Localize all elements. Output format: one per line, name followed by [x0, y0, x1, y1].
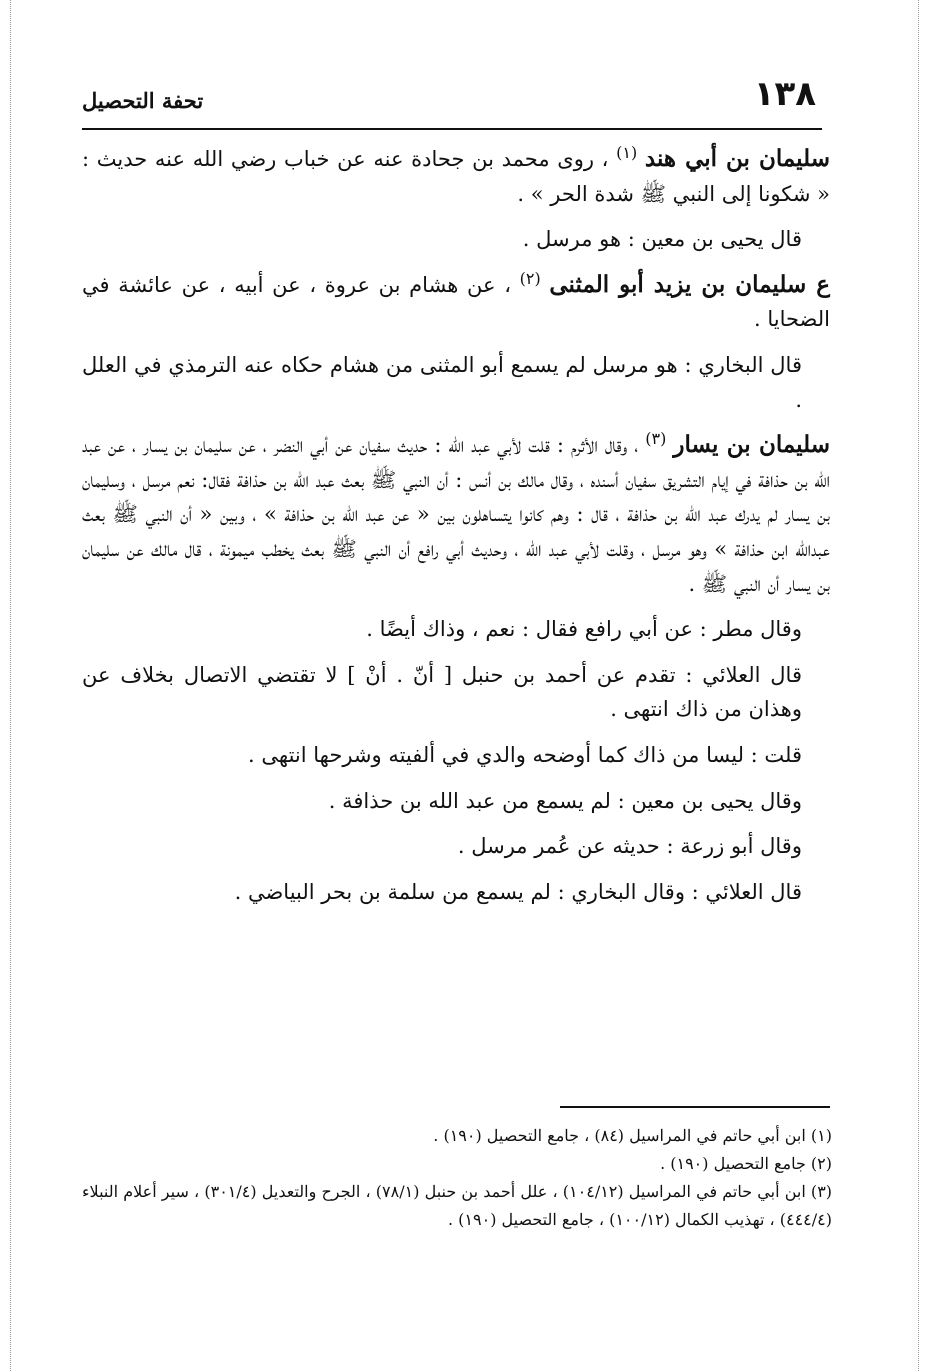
footnote-ref: (١): [616, 143, 638, 162]
footnote-ref: (٣): [645, 429, 667, 449]
entry-paragraph: [82, 142, 830, 211]
narrator-prefix: ع: [806, 270, 830, 298]
entry-paragraph: قال العلائي : تقدم عن أحمد بن حنبل [ أنّ . أنْ ] لا تقتضي الاتصال بخلاف عن وهذان من ذاك انتهى .: [82, 662, 802, 722]
entry-text: ، وقال الأثرم : قلت لأبي عبد الله : حديث سفيان عن أبي النضر ، عن سليمان بن يسار ، عن عبد الله بن حذافة في إيام التشريق سفيان أسنده ، وقال مالك بن أنس : أن النبي ﷺ بعث عبد الله بن حذافة فقال: نعم مرسل ، وسليمان بن يسار لم يدرك عبد الله بن حذافة ، قال : وهم كانوا يتساهلون بين « عن عبد الله بن حذافة » ، وبين « أن النبي ﷺ بعث عبدالله ابن حذافة » وهو مرسل ، وقلت لأبي عبد الله ، وحديث أبي رافع أن النبي ﷺ بعث يخطب ميمونة ، قال مالك عن سليمان بن يسار أن النبي ﷺ .: [82, 433, 831, 596]
entry-paragraph: [82, 428, 830, 601]
footnote-divider: [560, 1106, 830, 1108]
footnote: (١) ابن أبي حاتم في المراسيل (٨٤) ، جامع التحصيل (١٩٠) .: [433, 1126, 832, 1145]
narrator-name: سليمان بن يزيد أبو المثنى: [549, 270, 807, 298]
scan-edge-right: [918, 0, 919, 1371]
entry-paragraph: قال البخاري : هو مرسل لم يسمع أبو المثنى من هشام حكاه عنه الترمذي في العلل .: [82, 352, 802, 412]
page-number: ١٣٨: [753, 74, 816, 114]
entry-paragraph: وقال أبو زرعة : حديثه عن عُمر مرسل .: [457, 834, 802, 859]
entry-paragraph: [82, 268, 830, 337]
entry-text: ، عن هشام بن عروة ، عن أبيه ، عن عائشة في الضحايا .: [82, 272, 830, 332]
entry-paragraph: قلت : ليسا من ذاك كما أوضحه والدي في ألفيته وشرحها انتهى .: [248, 742, 802, 767]
footnote: (٢) جامع التحصيل (١٩٠) .: [660, 1154, 832, 1173]
entry-paragraph: وقال يحيى بن معين : لم يسمع من عبد الله بن حذافة .: [328, 788, 802, 813]
scan-edge-left: [10, 0, 11, 1371]
narrator-name: سليمان بن أبي هند: [644, 145, 830, 172]
footnote: (٣) ابن أبي حاتم في المراسيل (١٠٤/١٢) ، علل أحمد بن حنبل (٧٨/١) ، الجرح والتعديل (٣٠١/٤) ، سير أعلام النبلاء (٤٤٤/٤) ، تهذيب الكمال (١٠٠/١٢) ، جامع التحصيل (١٩٠) .: [82, 1182, 833, 1229]
footnote-ref: (٢): [519, 268, 541, 288]
footnotes: [82, 1122, 832, 1234]
entry-paragraph: قال يحيى بن معين : هو مرسل .: [522, 227, 802, 252]
narrator-name: سليمان بن يسار: [673, 431, 830, 459]
entry-text: ، روى محمد بن جحادة عنه عن خباب رضي الله عنه حديث : « شكونا إلى النبي ﷺ شدة الحر » .: [82, 147, 830, 206]
page-header: [82, 72, 822, 130]
entry-paragraph: قال العلائي : وقال البخاري : لم يسمع من سلمة بن بحر البياضي .: [234, 879, 802, 904]
entry-paragraph: وقال مطر : عن أبي رافع فقال : نعم ، وذاك أيضًا .: [366, 617, 802, 642]
main-text: [82, 142, 830, 920]
running-title: تحفة التحصيل: [82, 88, 204, 113]
